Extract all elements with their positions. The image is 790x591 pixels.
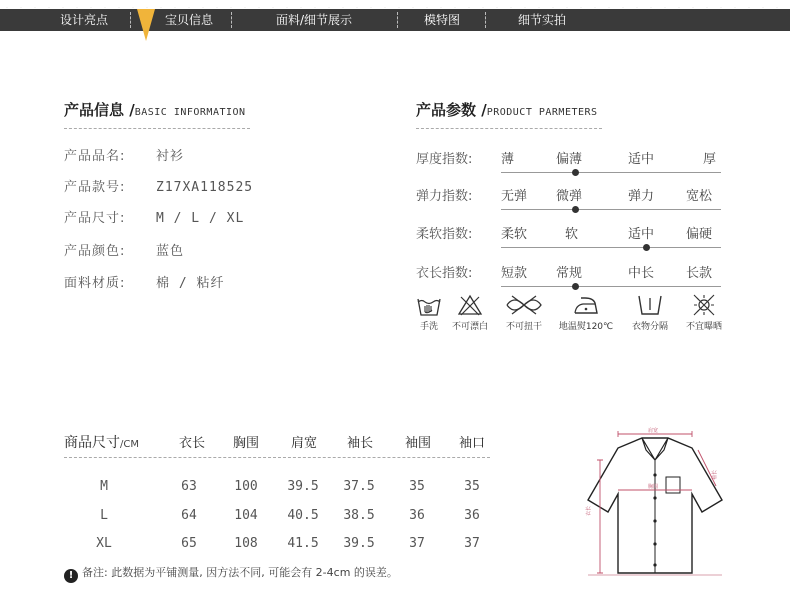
size-table-header: 袖长 xyxy=(346,436,373,451)
size-cell: 35 xyxy=(409,479,425,494)
product-info-title: 产品信息 /BASIC INFORMATION xyxy=(64,101,246,119)
param-option: 微弹 xyxy=(556,189,583,204)
diagram-label-chest: 胸围 xyxy=(648,484,659,490)
param-option: 短款 xyxy=(501,266,528,281)
size-cell: 65 xyxy=(181,536,197,551)
size-cell: 40.5 xyxy=(287,508,319,523)
care-iron xyxy=(553,293,619,332)
param-row-elasticity xyxy=(416,185,726,215)
param-label: 弹力指数: xyxy=(416,189,473,204)
param-scale-line xyxy=(501,286,721,287)
param-option: 软 xyxy=(565,227,579,242)
divider xyxy=(64,128,250,129)
param-option: 宽松 xyxy=(686,189,713,204)
warning-icon: ! xyxy=(64,569,78,583)
size-cell: L xyxy=(100,508,108,523)
nav-bar xyxy=(0,9,790,31)
param-label: 柔软指数: xyxy=(416,227,473,242)
hand-wash-icon xyxy=(416,293,442,317)
param-option: 适中 xyxy=(628,152,655,167)
param-option: 偏硬 xyxy=(686,227,713,242)
param-level-dot xyxy=(572,169,579,176)
diagram-label-shoulder: 肩宽 xyxy=(648,428,659,434)
care-label: 手洗 xyxy=(419,322,438,332)
info-row-material: 面料材质: 棉 / 粘纤 xyxy=(64,276,225,291)
param-level-dot xyxy=(572,283,579,290)
divider xyxy=(64,457,490,458)
nav-separator xyxy=(130,12,131,28)
size-cell: 35 xyxy=(464,479,480,494)
param-label: 衣长指数: xyxy=(416,266,473,281)
size-cell: 37 xyxy=(409,536,425,551)
nav-item-design[interactable]: 设计亮点 xyxy=(59,13,108,27)
care-label: 衣物分隔 xyxy=(631,322,668,332)
param-option: 长款 xyxy=(686,266,713,281)
info-row-name: 产品品名: 衬衫 xyxy=(64,149,185,164)
param-option: 弹力 xyxy=(628,189,655,204)
note-text: 备注: 此数据为平铺测量, 因方法不同, 可能会有 2-4cm 的误差。 xyxy=(82,566,398,579)
param-level-dot xyxy=(643,244,650,251)
size-cell: XL xyxy=(96,536,112,551)
chain-border xyxy=(0,0,790,8)
param-label: 厚度指数: xyxy=(416,152,473,167)
size-cell: 41.5 xyxy=(287,536,319,551)
param-option: 厚 xyxy=(703,152,717,167)
param-row-softness xyxy=(416,223,726,253)
care-hang-dry xyxy=(626,293,674,332)
size-cell: 36 xyxy=(409,508,425,523)
size-table-header: 袖口 xyxy=(458,436,485,451)
nav-item-product-info[interactable]: 宝贝信息 xyxy=(164,13,213,27)
param-option: 偏薄 xyxy=(556,152,583,167)
nav-separator xyxy=(231,12,232,28)
care-label: 不宜曝晒 xyxy=(685,322,722,332)
size-note xyxy=(64,564,398,583)
param-option: 适中 xyxy=(628,227,655,242)
info-row-color: 产品颜色: 蓝色 xyxy=(64,244,185,259)
size-cell: 38.5 xyxy=(343,508,375,523)
size-cell: 37 xyxy=(464,536,480,551)
nav-separator xyxy=(485,12,486,28)
param-option: 柔软 xyxy=(501,227,528,242)
size-table-header: 袖围 xyxy=(404,436,431,451)
size-cell: M xyxy=(100,479,108,494)
care-hand-wash xyxy=(414,293,444,332)
size-cell: 64 xyxy=(181,508,197,523)
size-cell: 104 xyxy=(234,508,258,523)
info-row-size: 产品尺寸: M / L / XL xyxy=(64,211,245,226)
no-wring-icon xyxy=(504,293,544,317)
divider xyxy=(416,128,602,129)
size-table-header: 胸围 xyxy=(232,436,259,451)
care-no-bleach xyxy=(446,293,494,332)
nav-active-marker xyxy=(137,9,155,41)
param-option: 薄 xyxy=(501,152,515,167)
param-row-length xyxy=(416,262,726,292)
param-option: 常规 xyxy=(556,266,583,281)
nav-item-fabric[interactable]: 面料/细节展示 xyxy=(275,13,353,27)
care-no-sun xyxy=(680,293,728,332)
size-table-header: 衣长 xyxy=(178,436,205,451)
size-cell: 37.5 xyxy=(343,479,375,494)
care-no-wring xyxy=(500,293,548,332)
size-cell: 36 xyxy=(464,508,480,523)
param-scale-line xyxy=(501,247,721,248)
diagram-label-length: 衣长 xyxy=(586,505,592,516)
shirt-measurement-diagram xyxy=(580,420,730,585)
param-row-thickness xyxy=(416,148,726,178)
no-sun-dry-icon xyxy=(691,293,717,317)
product-params-title: 产品参数 /PRODUCT PARMETERS xyxy=(416,101,598,119)
size-table-header: 肩宽 xyxy=(290,436,317,451)
param-scale-line xyxy=(501,209,721,210)
hang-dry-icon xyxy=(635,293,665,317)
param-scale-line xyxy=(501,172,721,173)
info-row-sku: 产品款号: Z17XA118525 xyxy=(64,180,254,195)
size-cell: 39.5 xyxy=(343,536,375,551)
size-cell: 63 xyxy=(181,479,197,494)
param-option: 无弹 xyxy=(501,189,528,204)
care-label: 地温熨120℃ xyxy=(558,322,614,332)
param-option: 中长 xyxy=(628,266,655,281)
nav-separator xyxy=(397,12,398,28)
size-cell: 108 xyxy=(234,536,258,551)
low-iron-icon xyxy=(571,293,601,317)
size-table-title: 商品尺寸/CM xyxy=(64,435,139,451)
care-label: 不可扭干 xyxy=(505,322,542,332)
size-cell: 39.5 xyxy=(287,479,319,494)
size-cell: 100 xyxy=(234,479,258,494)
diagram-label-sleeve: 袖长 xyxy=(712,469,718,480)
care-label: 不可漂白 xyxy=(451,322,488,332)
no-bleach-icon xyxy=(457,293,483,317)
nav-item-model[interactable]: 模特图 xyxy=(423,13,460,27)
nav-item-detail[interactable]: 细节实拍 xyxy=(517,13,566,27)
param-level-dot xyxy=(572,206,579,213)
